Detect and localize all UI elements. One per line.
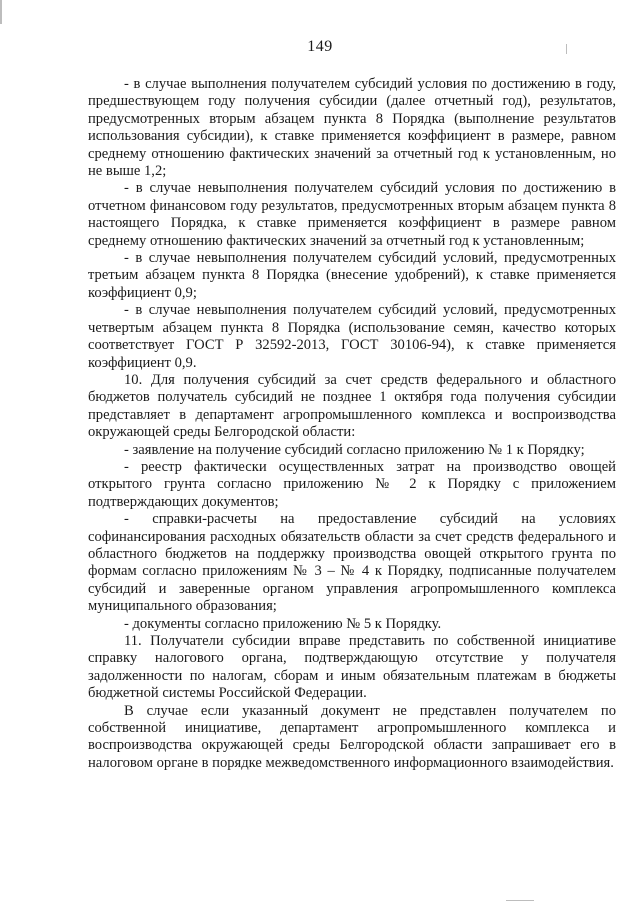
paragraph-coefficient-fertilizer: - в случае невыполнения получателем субсидий условий, предусмотренных третьим абзацем пункта 8 Порядка (внесение удобрений), к ставке применяется коэффициент 0,9; xyxy=(88,250,616,301)
page-number: 149 xyxy=(307,38,333,55)
paragraph-interagency-request: В случае если указанный документ не представлен получателем по собственной инициативе, департамент агропромышленного комплекса и воспроизводства окружающей среды Белгородской области запрашивает его в налоговом органе в порядке межведомственного информационного взаимодействия. xyxy=(88,702,616,771)
paragraph-coefficient-fulfilled: - в случае выполнения получателем субсидий условия по достижению в году, предшествующем году получения субсидии (далее отчетный год), результатов, предусмотренных вторым абзацем пункта 8 Порядка (выполнение результатов использования субсидии), к ставке применяется коэффициент в размере, равном среднему отношению фактических значений за отчетный год к установленным, но не выше 1,2; xyxy=(88,76,616,180)
document-body xyxy=(88,76,616,772)
paragraph-section-10: 10. Для получения субсидий за счет средств федерального и областного бюджетов получатель субсидий не позднее 1 октября года получения субсидии представляет в департамент агропромышленного комплекса и воспроизводства окружающей среды Белгородской области: xyxy=(88,371,616,441)
paragraph-coefficient-seeds: - в случае невыполнения получателем субсидий условий, предусмотренных четвертым абзацем пункта 8 Порядка (использование семян, качество которых соответствует ГОСТ Р 32592-2013, ГОСТ 30106-94), к ставке применяется коэффициент 0,9. xyxy=(88,302,616,371)
list-item-application: - заявление на получение субсидий согласно приложению № 1 к Порядку; xyxy=(124,441,585,458)
list-item-cost-register: - реестр фактически осуществленных затрат на производство овощей открытого грунта согласно приложению № 2 к Порядку с приложением подтверждающих документов; xyxy=(88,458,616,510)
scan-artifact xyxy=(566,44,567,54)
scan-artifact xyxy=(506,900,534,901)
list-item-calculation-certificates: - справки-расчеты на предоставление субсидий на условиях софинансирования расходных обязательств области за счет средств федерального и областного бюджетов на поддержку производства овощей открытого грунта по формам согласно приложениям № 3 – № 4 к Порядку, подписанные получателем субсидий и заверенные органом управления агропромышленного комплекса муниципального образования; xyxy=(88,511,616,615)
list-item-documents: - документы согласно приложению № 5 к Порядку. xyxy=(124,615,442,632)
paragraph-section-11: 11. Получатели субсидии вправе представить по собственной инициативе справку налогового органа, подтверждающую отсутствие у получателя задолженности по налогам, сборам и иным обязательным платежам в бюджеты бюджетной системы Российской Федерации. xyxy=(88,633,616,702)
scan-artifact xyxy=(0,0,2,24)
paragraph-coefficient-not-fulfilled: - в случае невыполнения получателем субсидий условия по достижению в отчетном финансовом году результатов, предусмотренных вторым абзацем пункта 8 настоящего Порядка, к ставке применяется коэффициент в размере равном среднему отношению фактических значений за отчетный год к установленным; xyxy=(88,180,616,249)
